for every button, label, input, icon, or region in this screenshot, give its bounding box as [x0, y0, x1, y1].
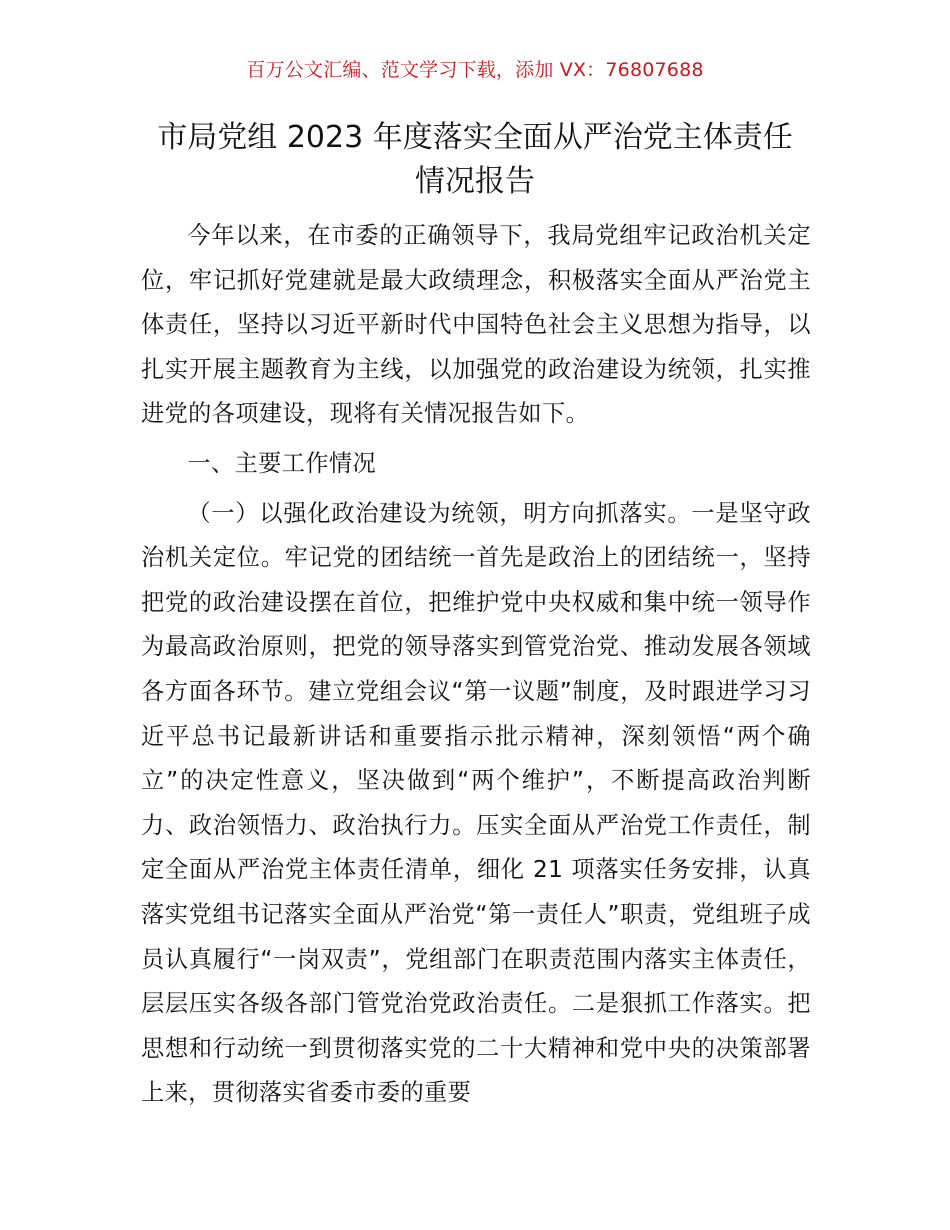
- section-heading: 一、主要工作情况: [187, 449, 377, 477]
- document-body: [141, 214, 811, 1116]
- body-paragraph: （一）以强化政治建设为统领，明方向抓落实。一是坚守政治机关定位。牢记党的团结统一首先是政治上的团结统一，坚持把党的政治建设摆在首位，把维护党中央权威和集中统一领导作为最高政治原则，把党的领导落实到管党治党、推动发展各领域各方面各环节。建立党组会议“第一议题”制度，及时跟进学习习近平总书记最新讲话和重要指示批示精神，深刻领悟“两个确立”的决定性意义，坚决做到“两个维护”，不断提高政治判断力、政治领悟力、政治执行力。压实全面从严治党工作责任，制定全面从严治党主体责任清单，细化 21 项落实任务安排，认真落实党组书记落实全面从严治党“第一责任人”职责，党组班子成员认真履行“一岗双责”，党组部门在职责范围内落实主体责任，层层压实各级各部门管党治党政治责任。二是狠抓工作落实。把思想和行动统一到贯彻落实党的二十大精神和党中央的决策部署上来，贯彻落实省委市委的重要: [141, 499, 811, 1107]
- title-line-1: 市局党组 2023 年度落实全面从严治党主体责任: [157, 120, 793, 155]
- watermark-banner: 百万公文汇编、范文学习下载，添加 VX：76807688: [246, 59, 704, 81]
- intro-paragraph: 今年以来，在市委的正确领导下，我局党组牢记政治机关定位，牢记抓好党建就是最大政绩理念，积极落实全面从严治党主体责任，坚持以习近平新时代中国特色社会主义思想为指导，以扎实开展主题教育为主线，以加强党的政治建设为统领，扎实推进党的各项建设，现将有关情况报告如下。: [141, 222, 811, 428]
- title-line-2: 情况报告: [415, 164, 535, 199]
- page-title: [130, 116, 820, 204]
